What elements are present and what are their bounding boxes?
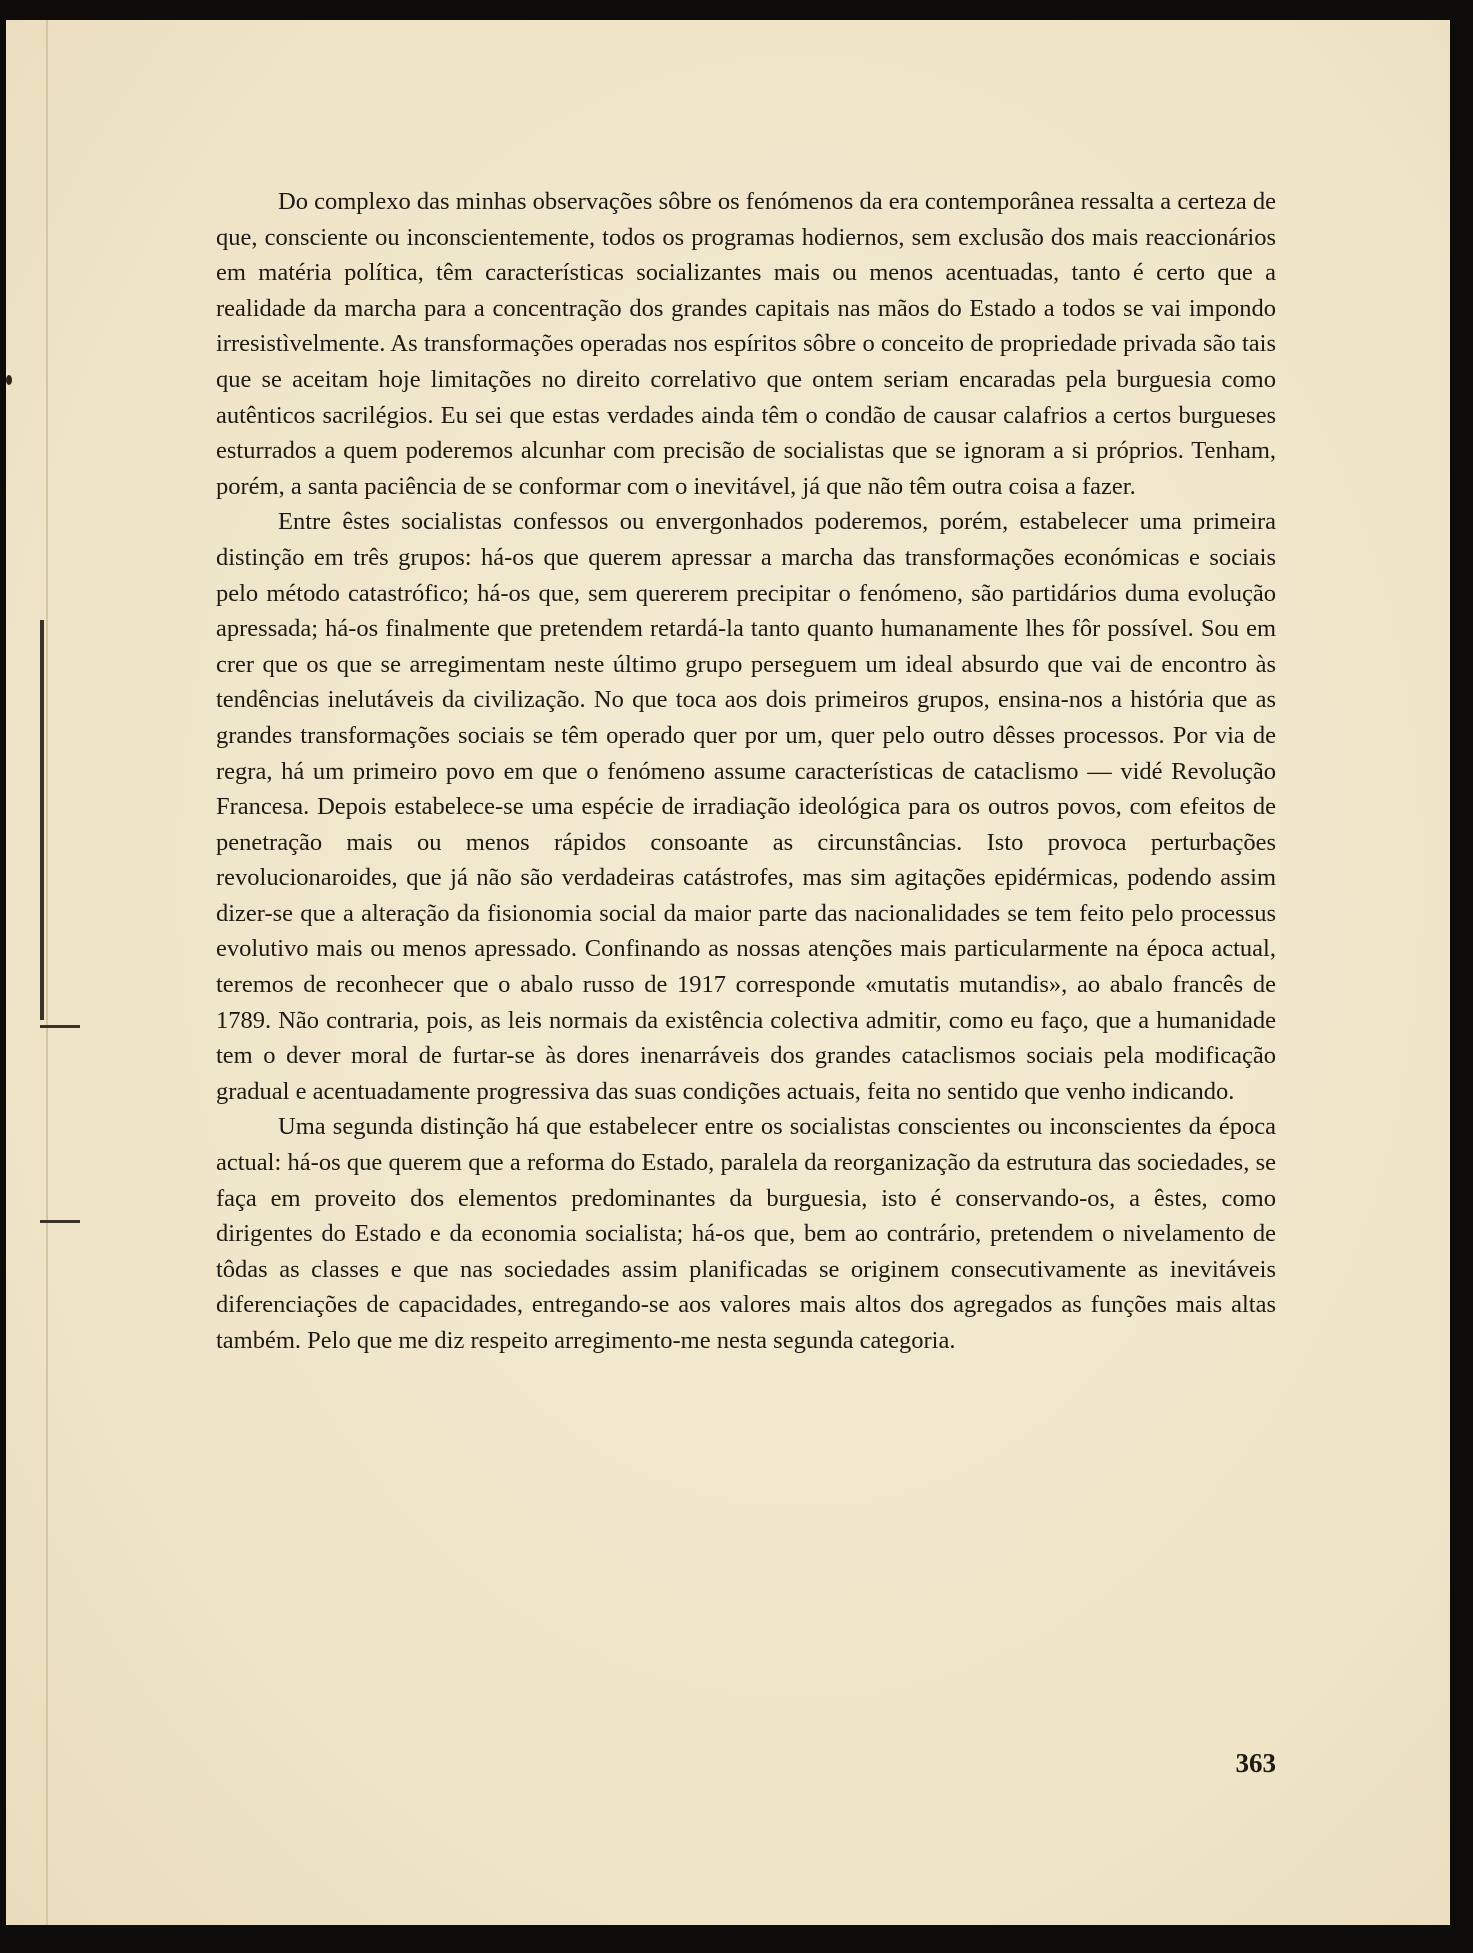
binding-mark [40, 620, 44, 1020]
paragraph-2: Entre êstes socialistas confessos ou envergonhados poderemos, porém, estabelecer uma primeira distinção em três grupos: há-os que querem apressar a marcha das transformações económicas e sociais pelo método catastrófico; há-os que, sem quererem precipitar o fenómeno, são partidários duma evolução apressada; há-os finalmente que pretendem retardá-la tanto quanto humanamente lhes fôr possível. Sou em crer que os que se arregimentam neste último grupo perseguem um ideal absurdo que vai de encontro às tendências inelutáveis da civilização. No que toca aos dois primeiros grupos, ensina-nos a história que as grandes transformações sociais se têm operado quer por um, quer pelo outro dêsses processos. Por via de regra, há um primeiro povo em que o fenómeno assume características de cataclismo — vidé Revolução Francesa. Depois estabelece-se uma espécie de irradiação ideológica para os outros povos, com efeitos de penetração mais ou menos rápidos consoante as circunstâncias. Isto provoca perturbações revolucionaroides, que já não são verdadeiras catástrofes, mas sim agitações epidérmicas, podendo assim dizer-se que a alteração da fisionomia social da maior parte das nacionalidades se tem feito pelo processus evolutivo mais ou menos apressado. Confinando as nossas atenções mais particularmente na época actual, teremos de reconhecer que o abalo russo de 1917 corresponde «mutatis mutandis», ao abalo francês de 1789. Não contraria, pois, as leis normais da existência colectiva admitir, como eu faço, que a humanidade tem o dever moral de furtar-se às dores inenarráveis dos grandes cataclismos sociais pela modificação gradual e acentuadamente progressiva das suas condições actuais, feita no sentido que venho indicando. [216, 508, 1276, 1105]
paragraph-1: Do complexo das minhas observações sôbre os fenómenos da era contemporânea ressalta a certeza de que, consciente ou inconscientemente, todos os programas hodiernos, sem exclusão dos mais reaccionários em matéria política, têm características socializantes mais ou menos acentuadas, tanto é certo que a realidade da marcha para a concentração dos grandes capitais nas mãos do Estado a todos se vai impondo irresistìvelmente. As transformações operadas nos espíritos sôbre o conceito de propriedade privada são tais que se aceitam hoje limitações no direito correlativo que ontem seriam encaradas pela burguesia como autênticos sacrilégios. Eu sei que estas verdades ainda têm o condão de causar calafrios a certos burgueses esturrados a quem poderemos alcunhar com precisão de socialistas que se ignoram a si próprios. Tenham, porém, a santa paciência de se conformar com o inevitável, já que não têm outra coisa a fazer. [216, 188, 1276, 500]
binding-mark [40, 1220, 80, 1223]
page-speck [6, 375, 12, 385]
body-text [216, 184, 1276, 1359]
page-gutter-line [46, 20, 48, 1925]
binding-mark [40, 1025, 80, 1028]
paragraph-3: Uma segunda distinção há que estabelecer entre os socialistas conscientes ou inconscientes da época actual: há-os que querem que a reforma do Estado, paralela da reorganização da estrutura das sociedades, se faça em proveito dos elementos predominantes da burguesia, isto é conservando-os, a êstes, como dirigentes do Estado e da economia socialista; há-os que, bem ao contrário, pretendem o nivelamento de tôdas as classes e que nas sociedades assim planificadas se originem consecutivamente as inevitáveis diferenciações de capacidades, entregando-se aos valores mais altos dos agregados as funções mais altas também. Pelo que me diz respeito arregimento-me nesta segunda categoria. [216, 1113, 1276, 1354]
page-number: 363 [1235, 1748, 1276, 1778]
book-page [6, 20, 1450, 1925]
